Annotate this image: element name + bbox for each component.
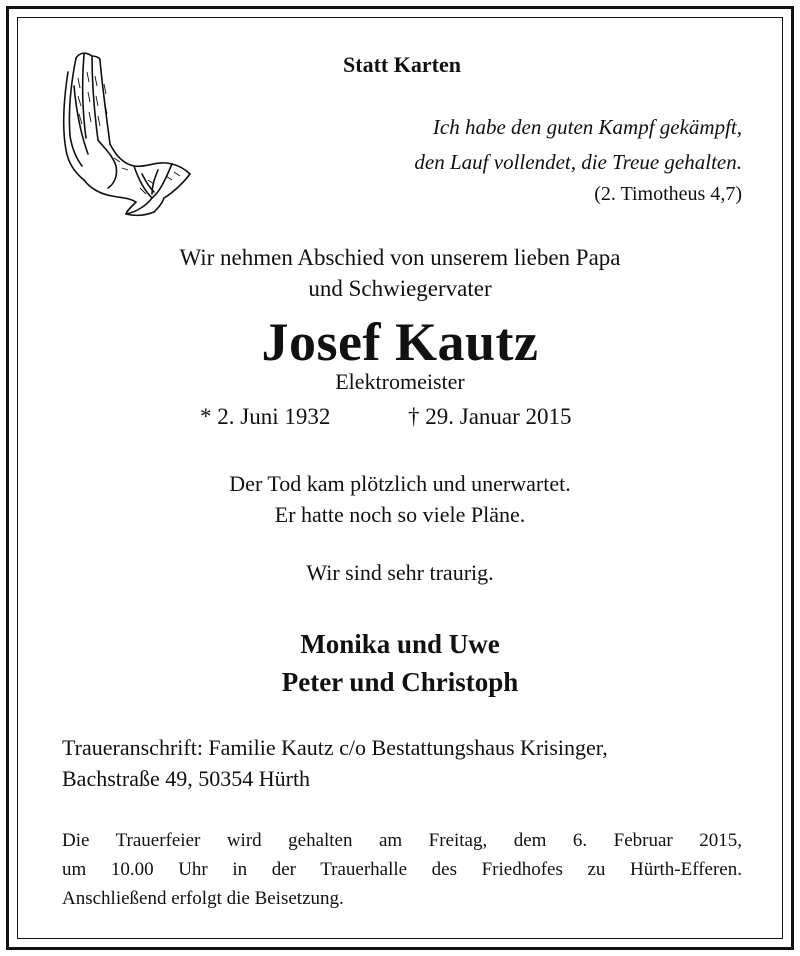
message-text (0, 468, 800, 530)
mourning-address (62, 732, 752, 794)
address-line: Bachstraße 49, 50354 Hürth (62, 766, 311, 791)
bible-quote (282, 110, 742, 180)
birth-date: * 2. Juni 1932 (200, 404, 331, 429)
family-names (0, 625, 800, 701)
quote-line: Ich habe den guten Kampf gekämpft, (432, 115, 742, 139)
ceremony-line: um 10.00 Uhr in der Trauerhalle des Friedhofes zu Hürth-Efferen. (62, 859, 742, 880)
ceremony-line: Die Trauerfeier wird gehalten am Freitag, dem 6. Februar 2015, (62, 830, 742, 851)
quote-reference: (2. Timotheus 4,7) (594, 183, 742, 205)
message-line: Der Tod kam plötzlich und unerwartet. (229, 471, 571, 496)
intro-line: Wir nehmen Abschied von unserem lieben Papa (179, 245, 621, 270)
address-line: Traueranschrift: Familie Kautz c/o Bestattungshaus Krisinger, (62, 735, 608, 760)
header-title: Statt Karten (343, 52, 461, 77)
deceased-name: Josef Kautz (261, 312, 539, 372)
intro-text (0, 242, 800, 304)
ceremony-info (62, 826, 742, 913)
ceremony-line: Anschließend erfolgt die Beisetzung. (62, 888, 344, 909)
deceased-profession: Elektromeister (335, 369, 465, 394)
intro-line: und Schwiegervater (308, 276, 492, 301)
family-line: Monika und Uwe (300, 629, 500, 659)
life-dates (0, 404, 800, 434)
message-sad: Wir sind sehr traurig. (306, 560, 494, 585)
death-date: † 29. Januar 2015 (408, 404, 572, 429)
quote-line: den Lauf vollendet, die Treue gehalten. (414, 150, 742, 174)
message-line: Er hatte noch so viele Pläne. (274, 502, 526, 527)
family-line: Peter und Christoph (281, 667, 519, 697)
